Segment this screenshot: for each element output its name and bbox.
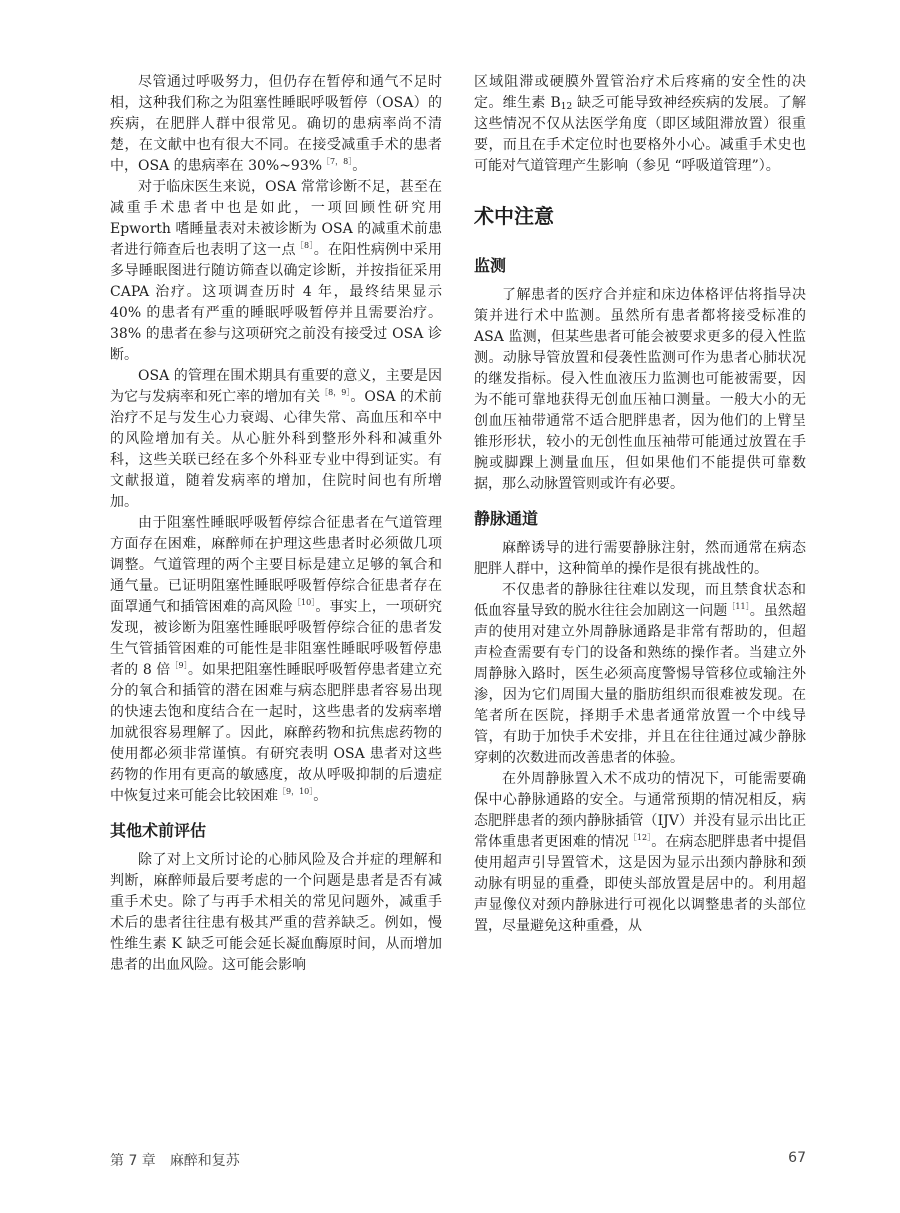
paragraph-osa-management: OSA 的管理在围术期具有重要的意义，主要是因为它与发病率和死亡率的增加有关$^{[8,9]}$。OSA 的术前治疗不足与发生心力衰竭、心律失常、高血压和卒中的风险增加有关。从心脏外科到整形外科和减重外科，这些关联已经在多个外科亚专业中得到证实。有文献报道，随着发病率的增加，住院时间也有所增加。 xyxy=(110,368,442,510)
paragraph-other-assessment: 除了对上文所讨论的心肺风险及合并症的理解和判断，麻醉师最后要考虑的一个问题是患者是否有减重手术史。除了与再手术相关的常见问题外，减重手术后的患者往往患有极其严重的营养缺乏。例如，慢性维生素 K 缺乏可能会延长凝血酶原时间，从而增加患者的出血风险。这可能会影响 xyxy=(110,852,442,973)
paragraph-osa-diagnosis: 对于临床医生来说，OSA 常常诊断不足，甚至在减重手术患者中也是如此，一项回顾性研究用 Epworth 嗜睡量表对未被诊断为 OSA 的减重术前患者进行筛查后也表明了这一点$^{[8]}$。在阳性病例中采用多导睡眠图进行随访筛查以确定诊断，并按指征采用 CAPA 治疗。这项调查历时 4 年，最终结果显示 40% 的患者有严重的睡眠呼吸暂停并且需要治疗。38% 的患者在参与这项研究之前没有接受过 OSA 诊断。 xyxy=(110,179,443,363)
left-column xyxy=(110,72,442,976)
citation: ［7，8］ xyxy=(322,157,353,166)
section-heading-other-assessment: 其他术前评估 xyxy=(110,821,207,840)
subsection-heading-iv-access: 静脉通道 xyxy=(474,509,539,528)
paragraph-airway-difficulty: 由于阻塞性睡眠呼吸暂停综合征患者在气道管理方面存在困难，麻醉师在护理这些患者时必须做几项调整。气道管理的两个主要目标是建立足够的氧合和通气量。已证明阻塞性睡眠呼吸暂停综合征患者存在面罩通气和插管困难的高风险$^{[10]}$。事实上，一项研究发现，被诊断为阻塞性睡眠呼吸暂停综合征的患者发生气管插管困难的可能性是非阻塞性睡眠呼吸暂停患者的 8 倍$^{[9]}$。如果把阻塞性睡眠呼吸暂停患者建立充分的氧合和插管的潜在困难与病态肥胖患者容易出现的快速去饱和度结合在一起时，这些患者的发病率增加就很容易理解了。因此，麻醉药物和抗焦虑药物的使用都必须非常谨慎。有研究表明 OSA 患者对这些药物的作用有更高的敏感度，故从呼吸抑制的后遗症中恢复过来可能会比较困难$^{[9,10]}$。 xyxy=(110,515,443,804)
paragraph-iv-intro: 麻醉诱导的进行需要静脉注射，然而通常在病态肥胖人群中，这种简单的操作是很有挑战性的。 xyxy=(474,540,806,577)
section-heading-intraoperative: 术中注意 xyxy=(474,204,554,228)
citation: ［8］ xyxy=(295,241,314,250)
right-column xyxy=(474,72,806,937)
citation: ［12］ xyxy=(628,833,652,842)
citation: ［9］ xyxy=(170,661,188,670)
citation: ［11］ xyxy=(727,602,750,611)
paragraph-monitoring: 了解患者的医疗合并症和床边体格评估将指导决策并进行术中监测。虽然所有患者都将接受标准的 ASA 监测，但某些患者可能会被要求更多的侵入性监测。动脉导管放置和侵袭性监测可作为患者心肺状况的继发指标。侵入性血液压力监测也可能被需要，因为不能可靠地获得无创血压袖口测量。一般大小的无创血压袖带通常不适合肥胖患者，因为他们的上臂呈锥形形状，较小的无创性血压袖带可能通过放置在手腕或脚踝上测量血压，但如果他们不能提供可靠数据，那么动脉置管则或许有必要。 xyxy=(474,287,806,492)
chapter-label: 第 7 章 麻醉和复苏 xyxy=(110,1153,240,1169)
citation: ［9，10］ xyxy=(278,787,314,796)
subsection-heading-monitoring: 监测 xyxy=(474,256,507,275)
paragraph-iv-peripheral: 不仅患者的静脉往往难以发现，而且禁食状态和低血容量导致的脱水往往会加剧这一问题$^{[11]}$。虽然超声的使用对建立外周静脉通路是非常有帮助的，但超声检查需要有专门的设备和熟练的操作者。当建立外周静脉入路时，医生必须高度警惕导管移位或输注外渗，因为它们周围大量的脂肪组织而很难被发现。在笔者所在医院，择期手术患者通常放置一个中线导管，有助于加快手术安排，并且在往往通过减少静脉穿刺的次数进而改善患者的体验。 xyxy=(474,582,806,766)
page-number: 67 xyxy=(788,1150,806,1166)
page-footer xyxy=(110,1150,806,1172)
paragraph-iv-central: 在外周静脉置入术不成功的情况下，可能需要确保中心静脉通路的安全。与通常预期的情况相反，病态肥胖患者的颈内静脉插管（IJV）并没有显示出比正常体重患者更困难的情况$^{[12]}$。在病态肥胖患者中提倡使用超声引导置管术，这是因为显示出颈内静脉和颈动脉有明显的重叠，即使头部放置是居中的。利用超声显像仪对颈内静脉进行可视化以调整患者的头部位置，尽量避免这种重叠，从 xyxy=(474,771,807,934)
citation: ［10］ xyxy=(292,598,316,607)
paragraph-continued: 区域阻滞或硬膜外置管治疗术后疼痛的安全性的决定。维生素 $B_{12}$ 缺乏可能导致神经疾病的发展。了解这些情况不仅从法医学角度（即区域阻滞放置）很重要，而且在手术定位时也要格外小心。减重手术史也可能对气道管理产生影响（参见 “呼吸道管理”）。 xyxy=(474,74,806,174)
paragraph-osa-intro: 尽管通过呼吸努力，但仍存在暂停和通气不足时相，这种我们称之为阻塞性睡眠呼吸暂停（OSA）的疾病，在肥胖人群中很常见。确切的患病率尚不清楚，在文献中也有很大不同。在接受减重手术的患者中，OSA 的患病率在 30%~93%$^{[7,8]}$。 xyxy=(110,74,442,174)
citation: ［8，9］ xyxy=(320,388,351,397)
